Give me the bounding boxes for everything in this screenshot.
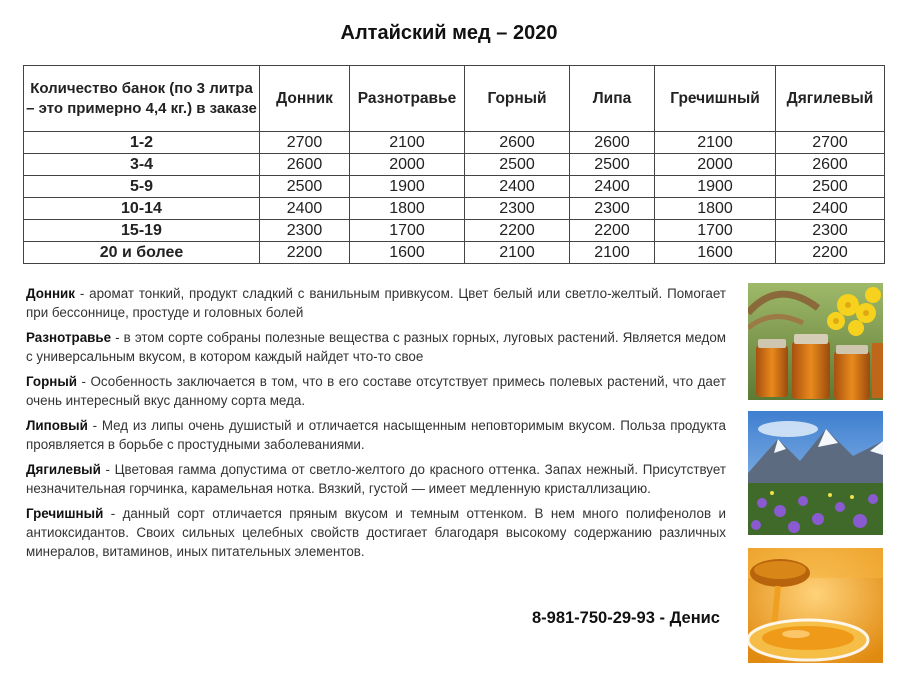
qty-cell: 15-19 <box>24 220 260 242</box>
price-cell: 1700 <box>655 220 776 242</box>
price-cell: 2600 <box>260 154 350 176</box>
contact-phone: 8-981-750-29-93 - Денис <box>531 609 720 627</box>
description-name: Гречишный <box>26 506 104 521</box>
price-cell: 1900 <box>350 176 465 198</box>
price-table <box>23 65 885 264</box>
price-cell: 1900 <box>655 176 776 198</box>
price-cell: 2000 <box>350 154 465 176</box>
price-cell: 2100 <box>570 242 655 264</box>
qty-cell: 20 и более <box>24 242 260 264</box>
description-grechishny <box>26 504 726 561</box>
price-cell: 2000 <box>655 154 776 176</box>
qty-cell: 10-14 <box>24 198 260 220</box>
header-dyagilevy: Дягилевый <box>776 66 885 132</box>
header-raznotravye: Разнотравье <box>350 66 465 132</box>
description-dyagilevy <box>26 460 726 498</box>
price-cell: 2600 <box>570 132 655 154</box>
qty-cell: 5-9 <box>24 176 260 198</box>
honey-jars-photo <box>748 283 883 400</box>
price-cell: 2400 <box>570 176 655 198</box>
price-cell: 2700 <box>776 132 885 154</box>
price-cell: 2600 <box>776 154 885 176</box>
description-text: - в этом сорте собраны полезные вещества с разных горных, луговых растений. Является медом с универсальным вкусом, в котором каждый найдет что-то свое <box>26 330 726 364</box>
header-gorny: Горный <box>465 66 570 132</box>
price-cell: 2200 <box>260 242 350 264</box>
description-donnik <box>26 284 726 322</box>
table-row <box>24 132 885 154</box>
description-name: Горный <box>26 374 78 389</box>
price-cell: 2400 <box>260 198 350 220</box>
table-row <box>24 154 885 176</box>
price-cell: 2400 <box>776 198 885 220</box>
table-row <box>24 176 885 198</box>
description-raznotravye <box>26 328 726 366</box>
description-name: Донник <box>26 286 75 301</box>
price-cell: 2100 <box>655 132 776 154</box>
price-cell: 2500 <box>465 154 570 176</box>
description-text: - Цветовая гамма допустима от светло-желтого до красного оттенка. Запах нежный. Присутствует незначительная горчинка, карамельная нотка. Вязкий, густой — имеет медленную кристаллизацию. <box>26 462 726 496</box>
price-cell: 2500 <box>260 176 350 198</box>
description-text: - Особенность заключается в том, что в его составе отсутствует примесь полевых растений, что дает очень интересный вкус данному сорта меда. <box>26 374 726 408</box>
price-cell: 1800 <box>655 198 776 220</box>
price-cell: 1600 <box>350 242 465 264</box>
price-cell: 1700 <box>350 220 465 242</box>
table-row <box>24 198 885 220</box>
honey-descriptions <box>26 284 726 567</box>
description-text: - Мед из липы очень душистый и отличается насыщенным неповторимым вкусом. Польза продукта проявляется в борьбе с простудными заболеваниями. <box>26 418 726 452</box>
header-donnik: Донник <box>260 66 350 132</box>
price-cell: 2300 <box>465 198 570 220</box>
honey-dipper-photo <box>748 548 883 663</box>
qty-cell: 3-4 <box>24 154 260 176</box>
page-title: Алтайский мед – 2020 <box>340 22 558 44</box>
price-cell: 2200 <box>570 220 655 242</box>
price-cell: 2400 <box>465 176 570 198</box>
table-row <box>24 220 885 242</box>
table-header-row <box>24 66 885 132</box>
price-cell: 2100 <box>350 132 465 154</box>
description-name: Липовый <box>26 418 88 433</box>
header-lipa: Липа <box>570 66 655 132</box>
description-lipovy <box>26 416 726 454</box>
description-text: - аромат тонкий, продукт сладкий с ванильным привкусом. Цвет белый или светло-желтый. Помогает при бессоннице, простуде и головных болей <box>26 286 726 320</box>
price-cell: 2500 <box>776 176 885 198</box>
price-cell: 2600 <box>465 132 570 154</box>
price-cell: 2100 <box>465 242 570 264</box>
header-grechishny: Гречишный <box>655 66 776 132</box>
description-name: Разнотравье <box>26 330 112 345</box>
price-cell: 2200 <box>776 242 885 264</box>
price-cell: 2500 <box>570 154 655 176</box>
price-cell: 1600 <box>655 242 776 264</box>
price-cell: 2200 <box>465 220 570 242</box>
header-quantity: Количество банок (по 3 литра – это примерно 4,4 кг.) в заказе <box>24 66 260 132</box>
table-row <box>24 242 885 264</box>
description-text: - данный сорт отличается пряным вкусом и темным оттенком. В нем много полифенолов и антиоксидантов. Своих сильных целебных свойств достигает благодаря высокому содержанию различных минералов, витаминов, иных питательных элементов. <box>26 506 726 559</box>
description-gorny <box>26 372 726 410</box>
price-cell: 2300 <box>260 220 350 242</box>
description-name: Дягилевый <box>26 462 101 477</box>
price-cell: 2300 <box>570 198 655 220</box>
mountains-photo <box>748 411 883 535</box>
qty-cell: 1-2 <box>24 132 260 154</box>
price-cell: 2700 <box>260 132 350 154</box>
price-cell: 1800 <box>350 198 465 220</box>
price-cell: 2300 <box>776 220 885 242</box>
